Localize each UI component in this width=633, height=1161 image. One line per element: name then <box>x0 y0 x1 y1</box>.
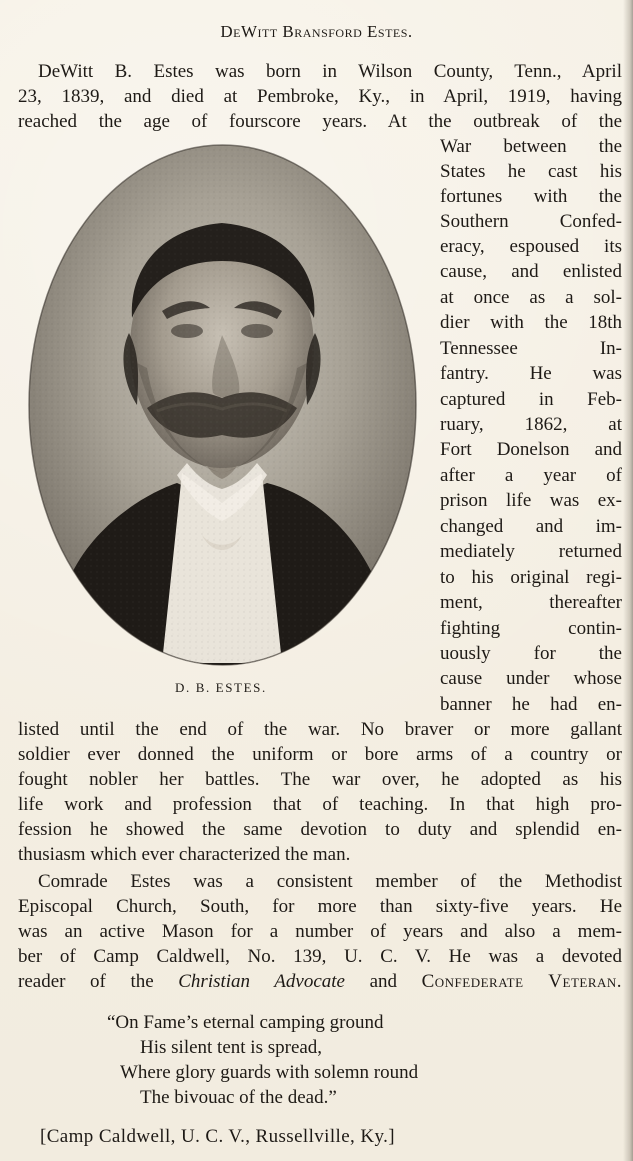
text-line: Fort Donelson and <box>440 439 622 460</box>
text-line: fought nobler her battles. The war over, he adopted as his <box>18 769 622 790</box>
portrait-caption: D. B. ESTES. <box>175 680 267 695</box>
text-line: at once as a sol- <box>440 287 622 308</box>
text-span: reader of the <box>18 971 154 992</box>
portrait-image <box>27 143 418 667</box>
text-line: fession he showed the same devotion to duty and splendid en- <box>18 819 622 840</box>
text-line: uously for the <box>440 643 622 664</box>
text-line: was an active Mason for a number of years and also a mem- <box>18 921 622 942</box>
text-line: captured in Feb- <box>440 389 622 410</box>
text-line: eracy, espoused its <box>440 236 622 257</box>
text-line: 23, 1839, and died at Pembroke, Ky., in April, 1919, having <box>18 86 622 107</box>
text-line: prison life was ex- <box>440 490 622 511</box>
text-line: banner he had en- <box>440 694 622 715</box>
text-line: ment, thereafter <box>440 592 622 613</box>
text-line: cause, and enlisted <box>440 261 622 282</box>
text-line: ber of Camp Caldwell, No. 139, U. C. V. He was a devoted <box>18 946 622 967</box>
poem-line: Where glory guards with solemn round <box>120 1062 419 1083</box>
portrait-photo <box>27 143 418 667</box>
text-line: listed until the end of the war. No braver or more gallant <box>18 719 622 740</box>
text-line: fighting contin- <box>440 618 622 639</box>
text-line: cause under whose <box>440 668 622 689</box>
text-line: States he cast his <box>440 161 622 182</box>
text-line: to his original regi- <box>440 567 622 588</box>
text-line <box>18 969 622 994</box>
text-line: life work and profession that of teaching. In that high pro- <box>18 794 622 815</box>
citation: [Camp Caldwell, U. C. V., Russellville, Ky.] <box>40 1126 396 1147</box>
text-line: Southern Confed- <box>440 211 622 232</box>
text-line: Comrade Estes was a consistent member of the Methodist <box>38 871 622 892</box>
text-line: DeWitt B. Estes was born in Wilson County, Tenn., April <box>38 61 622 82</box>
poem-line: His silent tent is spread, <box>140 1037 323 1058</box>
text-line: ruary, 1862, at <box>440 414 622 435</box>
poem-line: The bivouac of the dead.” <box>140 1087 337 1108</box>
text-line: mediately returned <box>440 541 622 562</box>
text-line: soldier ever donned the uniform or bore arms of a country or <box>18 744 622 765</box>
text-span: and <box>369 971 397 992</box>
text-line: War between the <box>440 136 622 157</box>
text-line: after a year of <box>440 465 622 486</box>
publication-name: Confederate Veteran. <box>421 971 623 992</box>
text-line: Episcopal Church, South, for more than sixty-five years. He <box>18 896 622 917</box>
text-line: changed and im- <box>440 516 622 537</box>
text-line: reached the age of fourscore years. At the outbreak of the <box>18 111 622 132</box>
text-line: fortunes with the <box>440 186 622 207</box>
text-line: thusiasm which ever characterized the man. <box>18 844 351 865</box>
article-title: DeWitt Bransford Estes. <box>220 22 413 41</box>
text-line: dier with the 18th <box>440 312 622 333</box>
publication-name: Christian Advocate <box>178 971 345 992</box>
text-line: fantry. He was <box>440 363 622 384</box>
poem-line: “On Fame’s eternal camping ground <box>107 1012 384 1033</box>
text-line: Tennessee In- <box>440 338 622 359</box>
page-edge-shadow <box>623 0 633 1161</box>
